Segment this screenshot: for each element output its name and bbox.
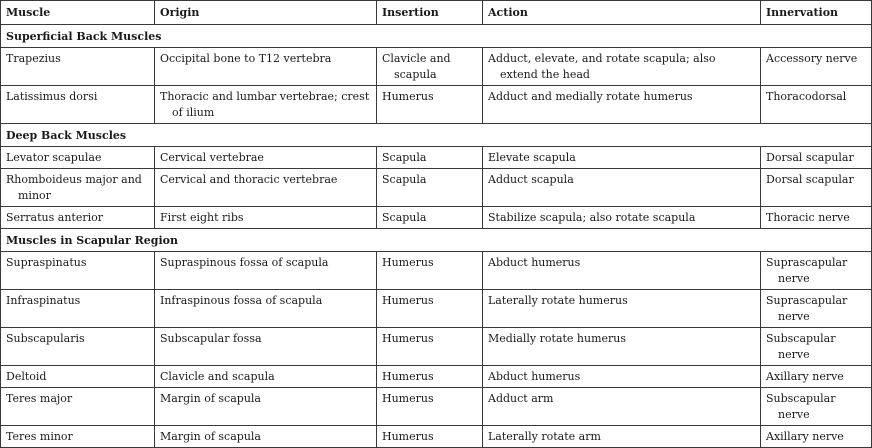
cell-action	[483, 86, 761, 124]
muscle-text: Subscapularis	[6, 332, 85, 345]
cell-insertion	[377, 147, 483, 169]
insertion-text: Humerus	[382, 430, 434, 443]
action-text: Adduct and medially rotate humerus	[488, 90, 693, 103]
table-row	[1, 366, 872, 388]
origin-text: Occipital bone to T12 vertebra	[160, 52, 332, 65]
table-row	[1, 388, 872, 426]
cell-origin	[155, 86, 377, 124]
cell-action	[483, 290, 761, 328]
cell-origin	[155, 388, 377, 426]
cell-insertion	[377, 290, 483, 328]
innervation-text: Accessory nerve	[766, 52, 858, 65]
cell-muscle	[1, 169, 155, 207]
cell-origin	[155, 426, 377, 448]
header-innervation: Innervation	[761, 1, 872, 25]
innervation-text: Axillary nerve	[766, 430, 844, 443]
cell-action	[483, 252, 761, 290]
cell-innervation	[761, 328, 872, 366]
innervation-text: Suprascapular nerve	[766, 294, 848, 323]
cell-muscle	[1, 388, 155, 426]
innervation-text: Subscapular nerve	[766, 332, 836, 361]
header-action: Action	[483, 1, 761, 25]
origin-text: Thoracic and lumbar vertebrae; crest of ilium	[160, 90, 370, 119]
cell-origin	[155, 169, 377, 207]
origin-text: Infraspinous fossa of scapula	[160, 294, 323, 307]
insertion-text: Humerus	[382, 332, 434, 345]
origin-text: Cervical and thoracic vertebrae	[160, 173, 338, 186]
action-text: Adduct scapula	[488, 173, 574, 186]
cell-muscle	[1, 426, 155, 448]
origin-text: Margin of scapula	[160, 392, 261, 405]
table-row	[1, 252, 872, 290]
action-text: Laterally rotate arm	[488, 430, 601, 443]
section-title: Superficial Back Muscles	[1, 25, 872, 48]
table-row	[1, 86, 872, 124]
insertion-text: Scapula	[382, 173, 427, 186]
section-row	[1, 229, 872, 252]
table-body	[1, 25, 872, 448]
muscle-text: Trapezius	[6, 52, 61, 65]
action-text: Adduct arm	[488, 392, 554, 405]
cell-muscle	[1, 147, 155, 169]
section-row	[1, 124, 872, 147]
muscle-text: Infraspinatus	[6, 294, 81, 307]
cell-action	[483, 48, 761, 86]
innervation-text: Dorsal scapular	[766, 151, 854, 164]
cell-insertion	[377, 426, 483, 448]
cell-origin	[155, 252, 377, 290]
muscle-text: Latissimus dorsi	[6, 90, 98, 103]
cell-muscle	[1, 86, 155, 124]
action-text: Stabilize scapula; also rotate scapula	[488, 211, 696, 224]
cell-muscle	[1, 48, 155, 86]
table-row	[1, 328, 872, 366]
innervation-text: Thoracic nerve	[766, 211, 850, 224]
section-title: Deep Back Muscles	[1, 124, 872, 147]
cell-innervation	[761, 169, 872, 207]
action-text: Elevate scapula	[488, 151, 576, 164]
action-text: Adduct, elevate, and rotate scapula; also extend the head	[488, 52, 716, 81]
cell-origin	[155, 207, 377, 229]
cell-action	[483, 147, 761, 169]
cell-origin	[155, 328, 377, 366]
header-insertion: Insertion	[377, 1, 483, 25]
innervation-text: Dorsal scapular	[766, 173, 854, 186]
innervation-text: Thoracodorsal	[766, 90, 847, 103]
cell-muscle	[1, 207, 155, 229]
origin-text: Cervical vertebrae	[160, 151, 264, 164]
insertion-text: Humerus	[382, 294, 434, 307]
cell-innervation	[761, 426, 872, 448]
insertion-text: Humerus	[382, 370, 434, 383]
cell-insertion	[377, 328, 483, 366]
insertion-text: Humerus	[382, 392, 434, 405]
cell-origin	[155, 147, 377, 169]
cell-muscle	[1, 366, 155, 388]
insertion-text: Scapula	[382, 151, 427, 164]
origin-text: Subscapular fossa	[160, 332, 262, 345]
muscle-text: Supraspinatus	[6, 256, 87, 269]
action-text: Abduct humerus	[488, 256, 581, 269]
header-row	[1, 1, 872, 25]
cell-muscle	[1, 290, 155, 328]
insertion-text: Clavicle and scapula	[382, 52, 451, 81]
cell-action	[483, 388, 761, 426]
cell-innervation	[761, 147, 872, 169]
cell-insertion	[377, 388, 483, 426]
muscle-text: Serratus anterior	[6, 211, 103, 224]
section-title: Muscles in Scapular Region	[1, 229, 872, 252]
action-text: Abduct humerus	[488, 370, 581, 383]
muscle-text: Teres major	[6, 392, 73, 405]
cell-innervation	[761, 290, 872, 328]
muscle-text: Rhomboideus major and minor	[6, 173, 142, 202]
origin-text: Clavicle and scapula	[160, 370, 275, 383]
cell-muscle	[1, 252, 155, 290]
cell-action	[483, 328, 761, 366]
cell-insertion	[377, 48, 483, 86]
table-row	[1, 207, 872, 229]
cell-muscle	[1, 328, 155, 366]
muscle-text: Teres minor	[6, 430, 73, 443]
section-row	[1, 25, 872, 48]
cell-innervation	[761, 48, 872, 86]
origin-text: First eight ribs	[160, 211, 244, 224]
cell-innervation	[761, 252, 872, 290]
muscle-text: Levator scapulae	[6, 151, 102, 164]
muscle-text: Deltoid	[6, 370, 47, 383]
innervation-text: Subscapular nerve	[766, 392, 836, 421]
cell-innervation	[761, 388, 872, 426]
insertion-text: Scapula	[382, 211, 427, 224]
cell-action	[483, 207, 761, 229]
origin-text: Supraspinous fossa of scapula	[160, 256, 329, 269]
header-muscle: Muscle	[1, 1, 155, 25]
cell-action	[483, 366, 761, 388]
table-row	[1, 169, 872, 207]
innervation-text: Axillary nerve	[766, 370, 844, 383]
cell-insertion	[377, 169, 483, 207]
cell-action	[483, 426, 761, 448]
cell-insertion	[377, 86, 483, 124]
cell-origin	[155, 48, 377, 86]
table-row	[1, 147, 872, 169]
action-text: Laterally rotate humerus	[488, 294, 628, 307]
cell-origin	[155, 290, 377, 328]
cell-innervation	[761, 207, 872, 229]
table-row	[1, 290, 872, 328]
table-row	[1, 48, 872, 86]
action-text: Medially rotate humerus	[488, 332, 627, 345]
cell-action	[483, 169, 761, 207]
insertion-text: Humerus	[382, 256, 434, 269]
cell-insertion	[377, 252, 483, 290]
cell-insertion	[377, 207, 483, 229]
insertion-text: Humerus	[382, 90, 434, 103]
table-row	[1, 426, 872, 448]
innervation-text: Suprascapular nerve	[766, 256, 848, 285]
cell-origin	[155, 366, 377, 388]
cell-innervation	[761, 366, 872, 388]
cell-insertion	[377, 366, 483, 388]
header-origin: Origin	[155, 1, 377, 25]
cell-innervation	[761, 86, 872, 124]
origin-text: Margin of scapula	[160, 430, 261, 443]
